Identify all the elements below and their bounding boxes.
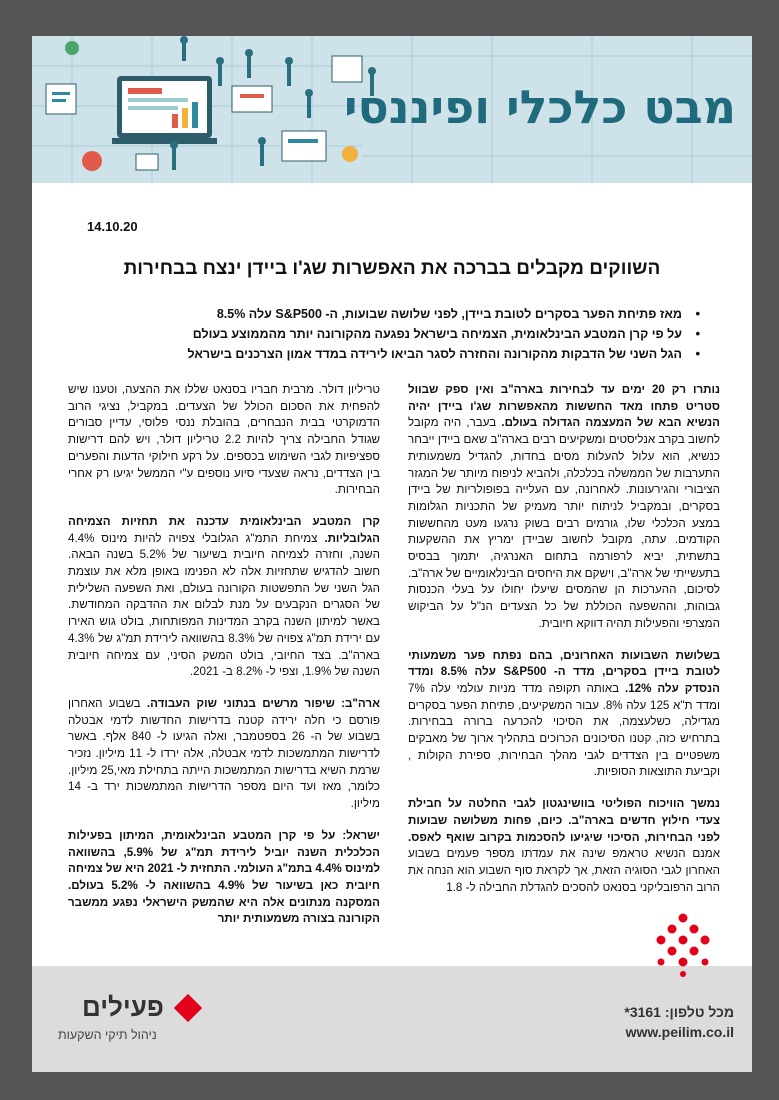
document-page (32, 36, 752, 1072)
logo-name: פעילים (82, 992, 164, 1022)
logo-subtitle: ניהול תיקי השקעות (58, 1028, 157, 1042)
paragraph-lead: קרן המטבע הבינלאומית עדכנה את תחזיות הצמיחה הגלובליות. (68, 514, 380, 545)
paragraph-body: באותה תקופה מדד מניות עולמי עלה 7% ומדד ת"א 125 עלה 8%. עבור המשקיעים, פתיחת הפער בסקרים מגדילה, כשלעצמה, את הסיכוי להכרעה ברורה בבחירות. בתרחיש כזה, קטנו הסיכונים הכרוכים בתהליך ארוך של מאבקים משפטיים בין הצדדים לגבי מהלך הבחירות, ספירת הקולות , וקביעת התוצאות הסופיות. (408, 681, 720, 779)
page-footer (32, 966, 752, 1072)
article-paragraph (68, 828, 380, 928)
summary-bullets (82, 304, 702, 364)
article-paragraph (408, 796, 720, 896)
bullet-dot-icon: • (695, 326, 700, 341)
bullet-text: על פי קרן המטבע הבינלאומית, הצמיחה בישראל נפגעה מהקורונה יותר מהממוצע בעולם (192, 327, 682, 341)
red-dots-pattern-icon (648, 912, 718, 982)
peilim-diamond-logo-icon (174, 994, 202, 1022)
paragraph-body: צמיחת התמ"ג הגלובלי צפויה להיות מינוס 4.4% השנה, וחזרה לצמיחה חיובית בשיעור של 5.2% בשנה הבאה. חשוב להדגיש שתחזיות אלה לא הפנימו באופן מלא את עוצמת הגל השני של התפשטות הקורונה בעולם, ואת השפעה השלילית של הסגרים הנקבעים על מנת לבלום את ההדבקה המחודשת. באשר למיתון השנה בקרב המדינות המפותחות, בולט גוש האירו עם ירידת תמ"ג צפויה של 8.3% בהשוואה לירידת תמ"ג של 4.3% בארה"ב. בצד החיובי, בולט המשק הסיני, עם צמיחה חיובית השנה של 1.9%, וצפי ל- 8.2% ב- 2021. (68, 531, 380, 679)
article-paragraph (68, 514, 380, 681)
article-paragraph (68, 696, 380, 813)
summary-bullet (82, 324, 702, 344)
header-banner (32, 36, 752, 183)
paragraph-lead: בשלושת השבועות האחרונים, בהם נפתח פער משמעותי לטובת ביידן בסקרים, מדד ה- S&P500 עלה 8.5% ומדד הנסדק עלה 12%. (408, 648, 720, 695)
contact-phone: מכל טלפון: 3161* (624, 1004, 734, 1020)
paragraph-lead: ישראל: על פי קרן המטבע הבינלאומית, המיתון בפעילות הכלכלית השנה יוביל לירידת תמ"ג של 5.9%, בהשוואה למינוס 4.4% בתמ"ג העולמי. התחזית ל- 2021 היא של צמיחה חיובית כאן בשיעור של 4.9% בהשוואה ל- 5.2% בעולם. המסקנה מנתונים אלה היא שהמשק הישראלי נפגע ממשבר הקורונה בצורה משמעותית יותר (68, 828, 380, 926)
bullet-text: הגל השני של הדבקות מהקורונה והחזרה לסגר הביאו לירידה במדד אמון הצרכנים בישראל (187, 347, 682, 361)
paragraph-lead: נמשך הוויכוח הפוליטי בוושינגטון לגבי החלטה על חבילת צעדי חילוץ חדשים בארה"ב. כיום, פחות משלושה שבועות לפני הבחירות, הסיכוי שיגיעו להסכמות בקרוב שואף לאפס. (408, 797, 720, 844)
website-link[interactable]: www.peilim.co.il (625, 1024, 734, 1040)
bullet-dot-icon: • (695, 306, 700, 321)
paragraph-lead: ארה"ב: שיפור מרשים בנתוני שוק העבודה. (146, 696, 380, 710)
summary-bullet (82, 344, 702, 364)
paragraph-body: בשבוע האחרון פורסם כי חלה ירידה קטנה בדרישות החדשות לדמי אבטלה בשבוע של ה- 26 בספטמבר, ואלה הגיעו ל- 840 אלף. באשר לדרישות המתמשכות לדמי אבטלה, אלה ירדו ל- 11 מיליון. נזכיר שרמת השיא בדרישות המתמשכות הייתה בתחילת מאי,25 מיליון. כלומר, מאז ועד היום מספר הדרישות המתמשכות ירד ב- 14 מיליון. (68, 696, 380, 811)
article-paragraph (408, 382, 720, 633)
bullet-text: מאז פתיחת הפער בסקרים לטובת ביידן, לפני שלושה שבועות, ה- S&P500 עלה 8.5% (216, 307, 682, 321)
left-column (68, 382, 380, 943)
bullet-dot-icon: • (695, 346, 700, 361)
article-paragraph (408, 648, 720, 782)
paragraph-body: אמנם הנשיא טראמפ שינה את עמדתו מספר פעמים בשבוע האחרון לגבי הסוגיה הזאת, אך לקראת סוף השבוע הוא הנחה את הרוב הרפובליקני בסנאט להסכים להגדלת החבילה ל- 1.8 (408, 847, 720, 894)
right-column (408, 382, 720, 911)
publication-date: 14.10.20 (87, 219, 138, 234)
company-logo (50, 992, 210, 1052)
paragraph-body: בעבר, היה מקובל לחשוב בקרב אנליסטים ומשקיעים רבים בארה"ב שאם ביידן ייבחר כנשיא, הוא עלול להעלות מסים בחדות, להגדיל משמעותית התערבות של הממשלה בכלכלה, ולהביא לניפוח מיותר של המגזר הציבורי והגירעונות. לאחרונה, עם העלייה בפופולריות של ביידן בסקרים, ובמקביל לניתוח יותר מעמיק של התכניות הגלומות במצע הכלכלי שלו, גורמים רבים בשוק נרגעו מעט מהחששות הקודמים. עתה, מקובל לחשוב שביידן ימריץ את ההשקעות בתשתית, יביא לרפורמה בתחום האנרגיה, יתמוך בבסיס בתעשייתי של ארה"ב, וישקם את היחסים הבינלאומיים של ארה"ב. לסיכום, ההערכות הן שהמסים שיעלו יחולו על בעלי הכנסות גבוהות, וההשפעה הכוללת של כל הצעדים הנ"ל על הביקוש המצרפי והפעילות תהיה דווקא חיובית. (408, 416, 720, 630)
paragraph-lead: נותרו רק 20 ימים עד לבחירות בארה"ב ואין ספק שבוול סטריט פתחו מאד החששות מהאפשרות שג'ו ביידן יהיה הנשיא הבא של המעצמה הגדולה בעולם. (408, 383, 720, 430)
banner-title: מבט כלכלי ופיננסי (343, 80, 736, 134)
article-paragraph (68, 382, 380, 499)
summary-bullet (82, 304, 702, 324)
paragraph-body: טריליון דולר. מרבית חבריו בסנאט שללו את ההצעה, וטענו שיש להפחית את הסכום הכולל של הצעדים. במקביל, נציגי הרוב הדמוקרטי בבית הנבחרים, בהובלת ננסי פלוסי, עדיין סבורים שגודל החבילה צריך להיות 2.2 טריליון דולר, ויש להם דרישות ספציפיות לגבי השימוש בכספים. על רקע חילוקי הדעות והפערים בין הצדדים, נראה שצעדי סיוע נוספים ע"י הממשל יגיעו רק אחרי הבחירות. (68, 383, 380, 497)
contact-info (624, 1004, 734, 1040)
page-headline: השווקים מקבלים בברכה את האפשרות שג'ו ביידן ינצח בבחירות (123, 258, 661, 279)
